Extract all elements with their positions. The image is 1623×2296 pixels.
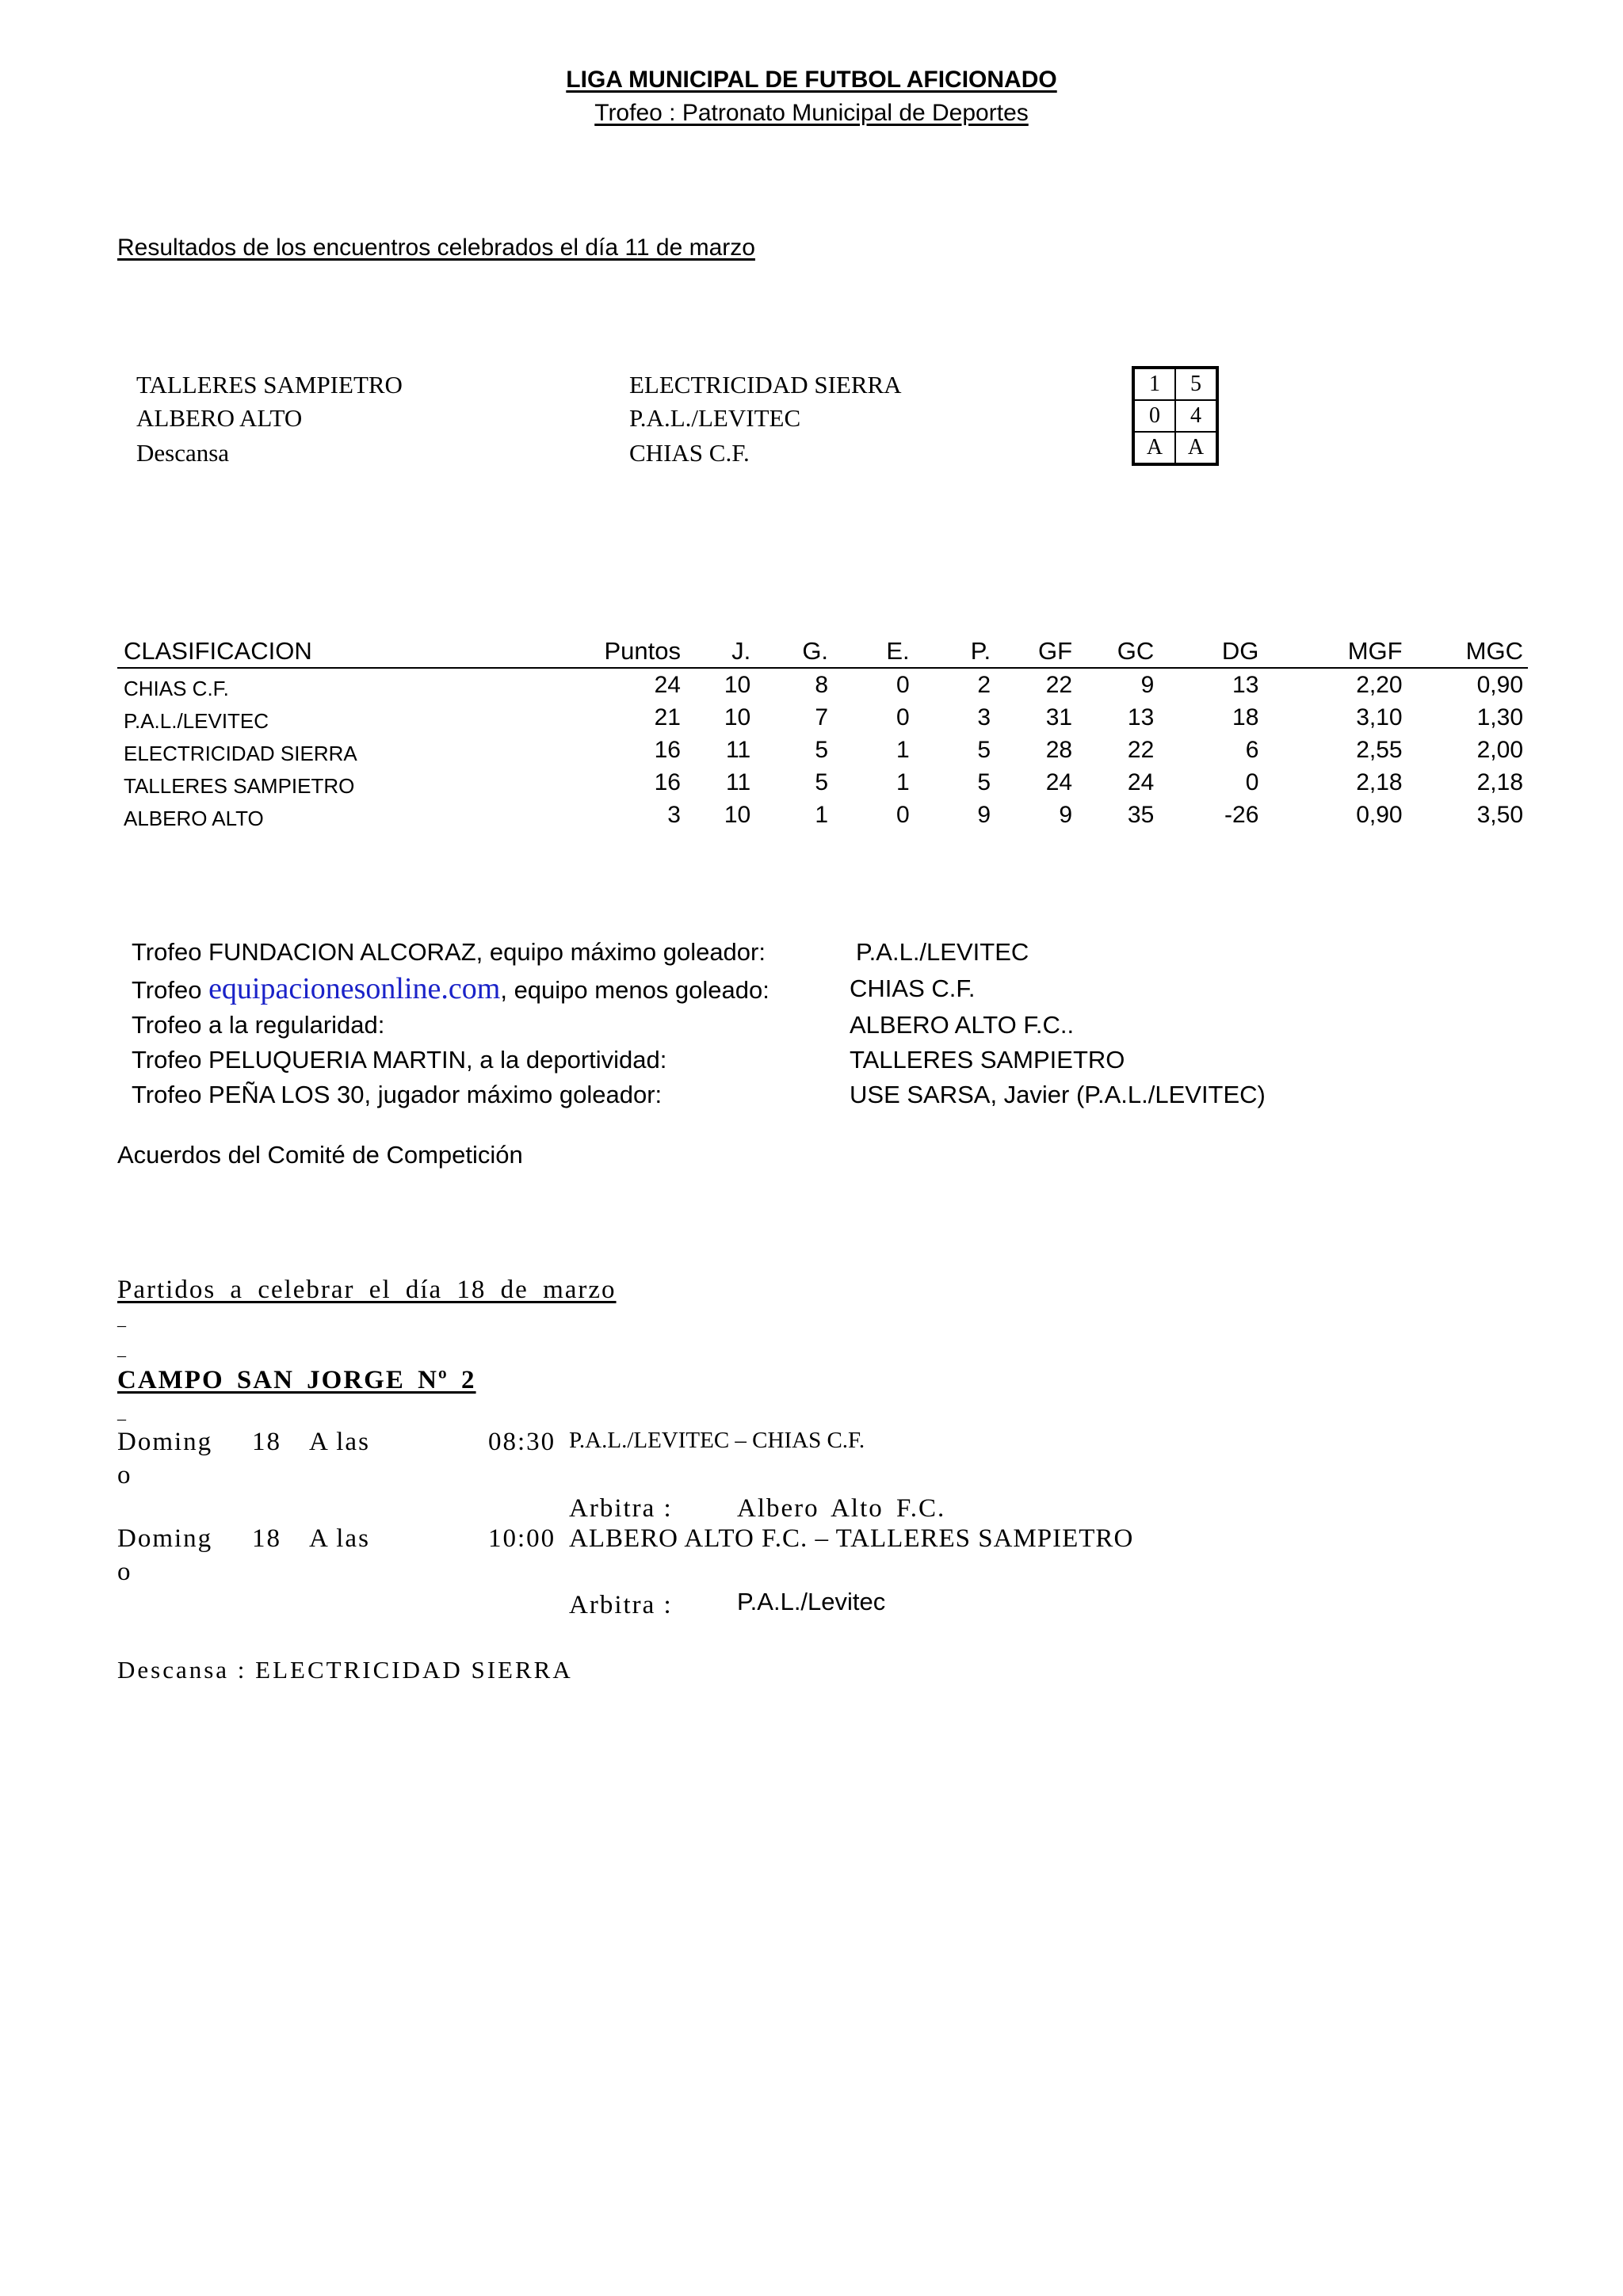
table-cell: 13 <box>1127 704 1155 730</box>
col-header: MGF <box>1263 634 1407 668</box>
match-away-team: P.A.L./LEVITEC <box>629 404 801 432</box>
page-subtitle: Trofeo : Patronato Municipal de Deportes <box>594 100 1029 126</box>
trophy-label: Trofeo FUNDACION ALCORAZ, equipo máximo goleador: <box>132 938 766 966</box>
table-cell: 31 <box>1045 704 1073 730</box>
score-row <box>1133 432 1217 464</box>
table-cell: 3,10 <box>1356 704 1403 730</box>
table-cell: 6 <box>1245 736 1259 763</box>
table-cell: 18 <box>1232 704 1259 730</box>
col-header: CLASIFICACION <box>117 634 598 668</box>
sponsor-link[interactable]: equipacionesonline.com <box>208 972 501 1005</box>
table-cell: 16 <box>654 769 681 795</box>
team-name: CHIAS C.F. <box>124 677 229 700</box>
match-date: 18 <box>252 1428 281 1456</box>
table-cell: 9 <box>977 801 991 828</box>
spacer-dash: _ <box>117 1309 126 1329</box>
table-cell: 28 <box>1045 736 1073 763</box>
table-cell: 3 <box>977 704 991 730</box>
table-header-row <box>117 634 1528 668</box>
trophy-label: Trofeo PEÑA LOS 30, jugador máximo goleador: <box>132 1081 663 1108</box>
table-cell: 2,18 <box>1356 769 1403 795</box>
table-cell: 5 <box>815 736 829 763</box>
trophy-label: Trofeo a la regularidad: <box>132 1011 385 1039</box>
table-cell: 2,18 <box>1476 769 1523 795</box>
spacer-dash: _ <box>117 1402 126 1422</box>
referee-label: Arbitra : <box>569 1591 673 1619</box>
table-cell: 9 <box>1140 671 1155 698</box>
venue-heading: CAMPO SAN JORGE Nº 2 <box>117 1366 476 1394</box>
match-time: 10:00 <box>488 1524 556 1553</box>
table-cell: 0 <box>1245 769 1259 795</box>
table-cell: 9 <box>1059 801 1073 828</box>
table-cell: 10 <box>724 801 751 828</box>
score-away: 4 <box>1175 400 1217 432</box>
col-header: G. <box>755 634 833 668</box>
trophy-winner: CHIAS C.F. <box>850 974 976 1002</box>
trophy-winner: P.A.L./LEVITEC <box>856 938 1029 966</box>
table-cell: 2,00 <box>1476 736 1523 763</box>
table-cell: 24 <box>1045 769 1073 795</box>
results-heading: Resultados de los encuentros celebrados el día 11 de marzo <box>117 235 755 261</box>
table-cell: -26 <box>1224 801 1259 828</box>
score-away: 5 <box>1175 368 1217 400</box>
trophy-label: Trofeo PELUQUERIA MARTIN, a la deportividad: <box>132 1046 667 1074</box>
referee: P.A.L./Levitec <box>737 1588 886 1615</box>
table-cell: 0 <box>896 704 910 730</box>
score-home: 1 <box>1133 368 1175 400</box>
col-header: P. <box>915 634 995 668</box>
table-cell: 22 <box>1045 671 1073 698</box>
resting-team <box>117 1656 573 1684</box>
trophy-winner: ALBERO ALTO F.C.. <box>850 1011 1075 1039</box>
table-cell: 16 <box>654 736 681 763</box>
team-name: TALLERES SAMPIETRO <box>124 774 355 798</box>
resting-line: Descansa : ELECTRICIDAD SIERRA <box>117 1656 573 1684</box>
col-header: GF <box>995 634 1077 668</box>
match-at: A las <box>309 1428 370 1456</box>
table-cell: 1 <box>896 769 910 795</box>
col-header: E. <box>833 634 915 668</box>
table-row <box>117 701 1528 734</box>
trophy-label-suffix: , equipo menos goleado: <box>500 976 769 1004</box>
table-row <box>117 668 1528 701</box>
match-date: 18 <box>252 1524 281 1553</box>
match-at: A las <box>309 1524 370 1553</box>
match-day: Doming <box>117 1524 213 1553</box>
referee-label: Arbitra : <box>569 1494 673 1523</box>
team-name: P.A.L./LEVITEC <box>124 709 269 733</box>
match-fixture: ALBERO ALTO F.C. – TALLERES SAMPIETRO <box>569 1524 1134 1553</box>
match-fixture: P.A.L./LEVITEC – CHIAS C.F. <box>569 1428 865 1453</box>
committee-heading: Acuerdos del Comité de Competición <box>117 1141 523 1169</box>
match-home-team: Descansa <box>136 439 230 467</box>
table-cell: 22 <box>1127 736 1155 763</box>
table-cell: 5 <box>977 736 991 763</box>
score-row <box>1133 400 1217 432</box>
team-name: ELECTRICIDAD SIERRA <box>124 742 357 765</box>
match-home-team: ALBERO ALTO <box>136 404 303 432</box>
score-home: A <box>1133 432 1175 464</box>
col-header: DG <box>1159 634 1263 668</box>
trophy-label-prefix: Trofeo <box>132 976 209 1004</box>
match-day: Doming <box>117 1428 213 1456</box>
table-cell: 5 <box>815 769 829 795</box>
table-row <box>117 799 1528 831</box>
referee: Albero Alto F.C. <box>737 1494 946 1523</box>
table-cell: 2 <box>977 671 991 698</box>
table-cell: 8 <box>815 671 829 698</box>
table-cell: 11 <box>726 736 751 763</box>
score-row <box>1133 368 1217 400</box>
table-cell: 1 <box>896 736 910 763</box>
table-cell: 2,20 <box>1356 671 1403 698</box>
table-cell: 13 <box>1232 671 1259 698</box>
table-cell: 7 <box>815 704 829 730</box>
table-cell: 0,90 <box>1356 801 1403 828</box>
table-cell: 24 <box>654 671 681 698</box>
match-day-wrap: o <box>117 1558 132 1586</box>
col-header: MGC <box>1407 634 1528 668</box>
col-header: Puntos <box>598 634 685 668</box>
score-home: 0 <box>1133 400 1175 432</box>
col-header: J. <box>685 634 755 668</box>
upcoming-heading: Partidos a celebrar el día 18 de marzo <box>117 1276 617 1304</box>
table-cell: 3,50 <box>1476 801 1523 828</box>
table-cell: 0,90 <box>1476 671 1523 698</box>
spacer-dash: _ <box>117 1339 126 1359</box>
table-cell: 3 <box>667 801 681 828</box>
table-cell: 1 <box>815 801 829 828</box>
score-box <box>1132 366 1219 466</box>
table-row <box>117 734 1528 766</box>
table-cell: 10 <box>724 671 751 698</box>
match-home-team: TALLERES SAMPIETRO <box>136 371 403 399</box>
match-away-team: ELECTRICIDAD SIERRA <box>629 371 902 399</box>
page-title: LIGA MUNICIPAL DE FUTBOL AFICIONADO <box>566 67 1057 93</box>
trophy-winner: TALLERES SAMPIETRO <box>850 1046 1125 1074</box>
trophy-label <box>132 971 769 1006</box>
classification-table <box>117 634 1528 831</box>
table-row <box>117 766 1528 799</box>
table-cell: 0 <box>896 671 910 698</box>
trophy-winner: USE SARSA, Javier (P.A.L./LEVITEC) <box>850 1081 1266 1108</box>
table-cell: 10 <box>724 704 751 730</box>
table-cell: 21 <box>654 704 681 730</box>
table-cell: 35 <box>1127 801 1155 828</box>
table-cell: 0 <box>896 801 910 828</box>
match-time: 08:30 <box>488 1428 556 1456</box>
match-away-team: CHIAS C.F. <box>629 439 750 467</box>
table-cell: 1,30 <box>1476 704 1523 730</box>
table-cell: 11 <box>726 769 751 795</box>
table-cell: 2,55 <box>1356 736 1403 763</box>
table-cell: 5 <box>977 769 991 795</box>
score-away: A <box>1175 432 1217 464</box>
col-header: GC <box>1077 634 1159 668</box>
team-name: ALBERO ALTO <box>124 807 264 830</box>
match-day-wrap: o <box>117 1461 132 1489</box>
table-cell: 24 <box>1127 769 1155 795</box>
